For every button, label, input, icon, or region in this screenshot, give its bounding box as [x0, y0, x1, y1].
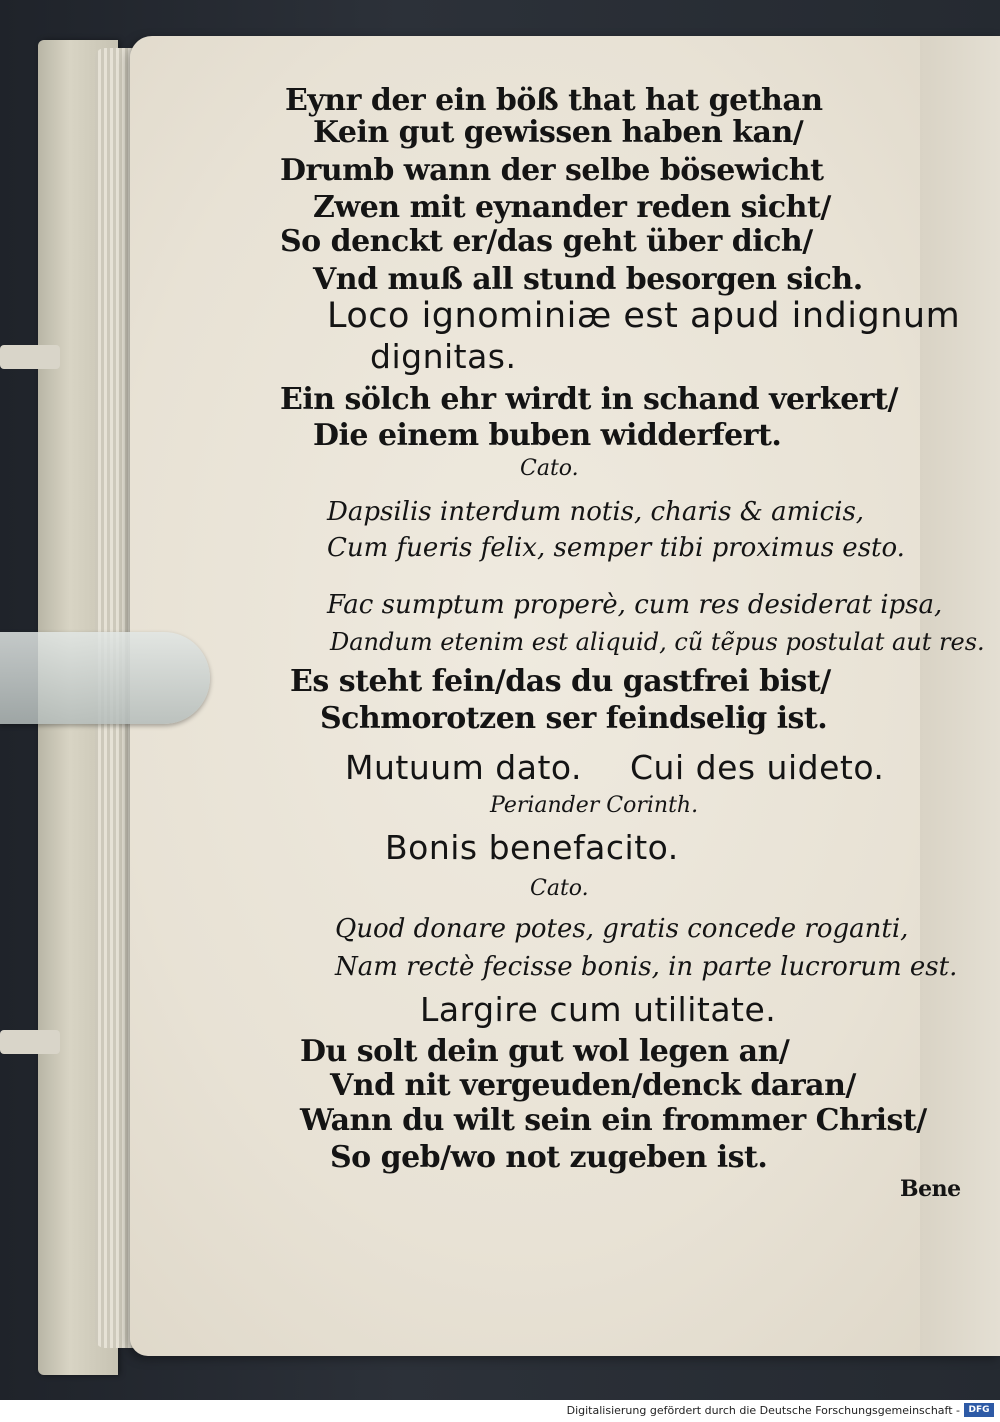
facing-page-edge	[920, 36, 1000, 1356]
text-line-4: Zwen mit eynander reden sicht/	[313, 190, 831, 225]
text-line-9: Ein sölch ehr wirdt in schand verkert/	[280, 382, 898, 417]
latin-verse-1: Dapsilis interdum notis, charis & amicis,	[327, 497, 865, 527]
text-line-26: Du solt dein gut wol legen an/	[300, 1034, 790, 1069]
text-line-2: Kein gut gewissen haben kan/	[313, 115, 804, 150]
source-cato-1: Cato.	[520, 456, 579, 481]
text-line-28: Wann du wilt sein ein frommer Christ/	[300, 1103, 927, 1138]
latin-verse-4: Dandum etenim est aliquid, cũ tẽpus postulat aut res.	[330, 628, 985, 656]
latin-heading-2b: Cui des uideto.	[630, 748, 885, 787]
latin-verse-5: Quod donare potes, gratis concede roganti,	[335, 914, 909, 944]
footer-credit: Digitalisierung gefördert durch die Deutsche Forschungsgemeinschaft -	[566, 1404, 960, 1417]
binding-tie-lower	[0, 1030, 60, 1054]
text-line-17: Schmorotzen ser feindselig ist.	[320, 701, 828, 736]
catchword: Bene	[900, 1176, 961, 1202]
source-cato-2: Cato.	[530, 876, 589, 901]
binding-tie-upper	[0, 345, 60, 369]
dfg-logo: DFG	[964, 1403, 994, 1417]
text-line-10: Die einem buben widderfert.	[313, 418, 782, 453]
latin-heading-1: Loco ignominiæ est apud indignum	[327, 296, 961, 336]
text-line-6: Vnd muß all stund besorgen sich.	[313, 262, 863, 297]
text-line-16: Es steht fein/das du gastfrei bist/	[290, 664, 831, 699]
latin-verse-6: Nam rectè fecisse bonis, in parte lucrorum est.	[335, 952, 958, 982]
text-line-3: Drumb wann der selbe bösewicht	[280, 153, 824, 188]
latin-verse-2: Cum fueris felix, semper tibi proximus esto.	[327, 533, 905, 563]
latin-heading-3: Bonis benefacito.	[385, 828, 679, 867]
text-line-1: Eynr der ein böß that hat gethan	[285, 83, 823, 118]
text-line-29: So geb/wo not zugeben ist.	[330, 1140, 768, 1175]
latin-heading-1-cont: dignitas.	[370, 337, 517, 376]
latin-verse-3: Fac sumptum properè, cum res desiderat ipsa,	[327, 590, 943, 620]
source-periander: Periander Corinth.	[490, 793, 699, 818]
text-line-27: Vnd nit vergeuden/denck daran/	[330, 1068, 856, 1103]
latin-heading-2a: Mutuum dato.	[345, 748, 582, 787]
text-line-5: So denckt er/das geht über dich/	[280, 224, 813, 259]
latin-heading-4: Largire cum utilitate.	[420, 990, 777, 1029]
page-clip	[0, 632, 210, 724]
